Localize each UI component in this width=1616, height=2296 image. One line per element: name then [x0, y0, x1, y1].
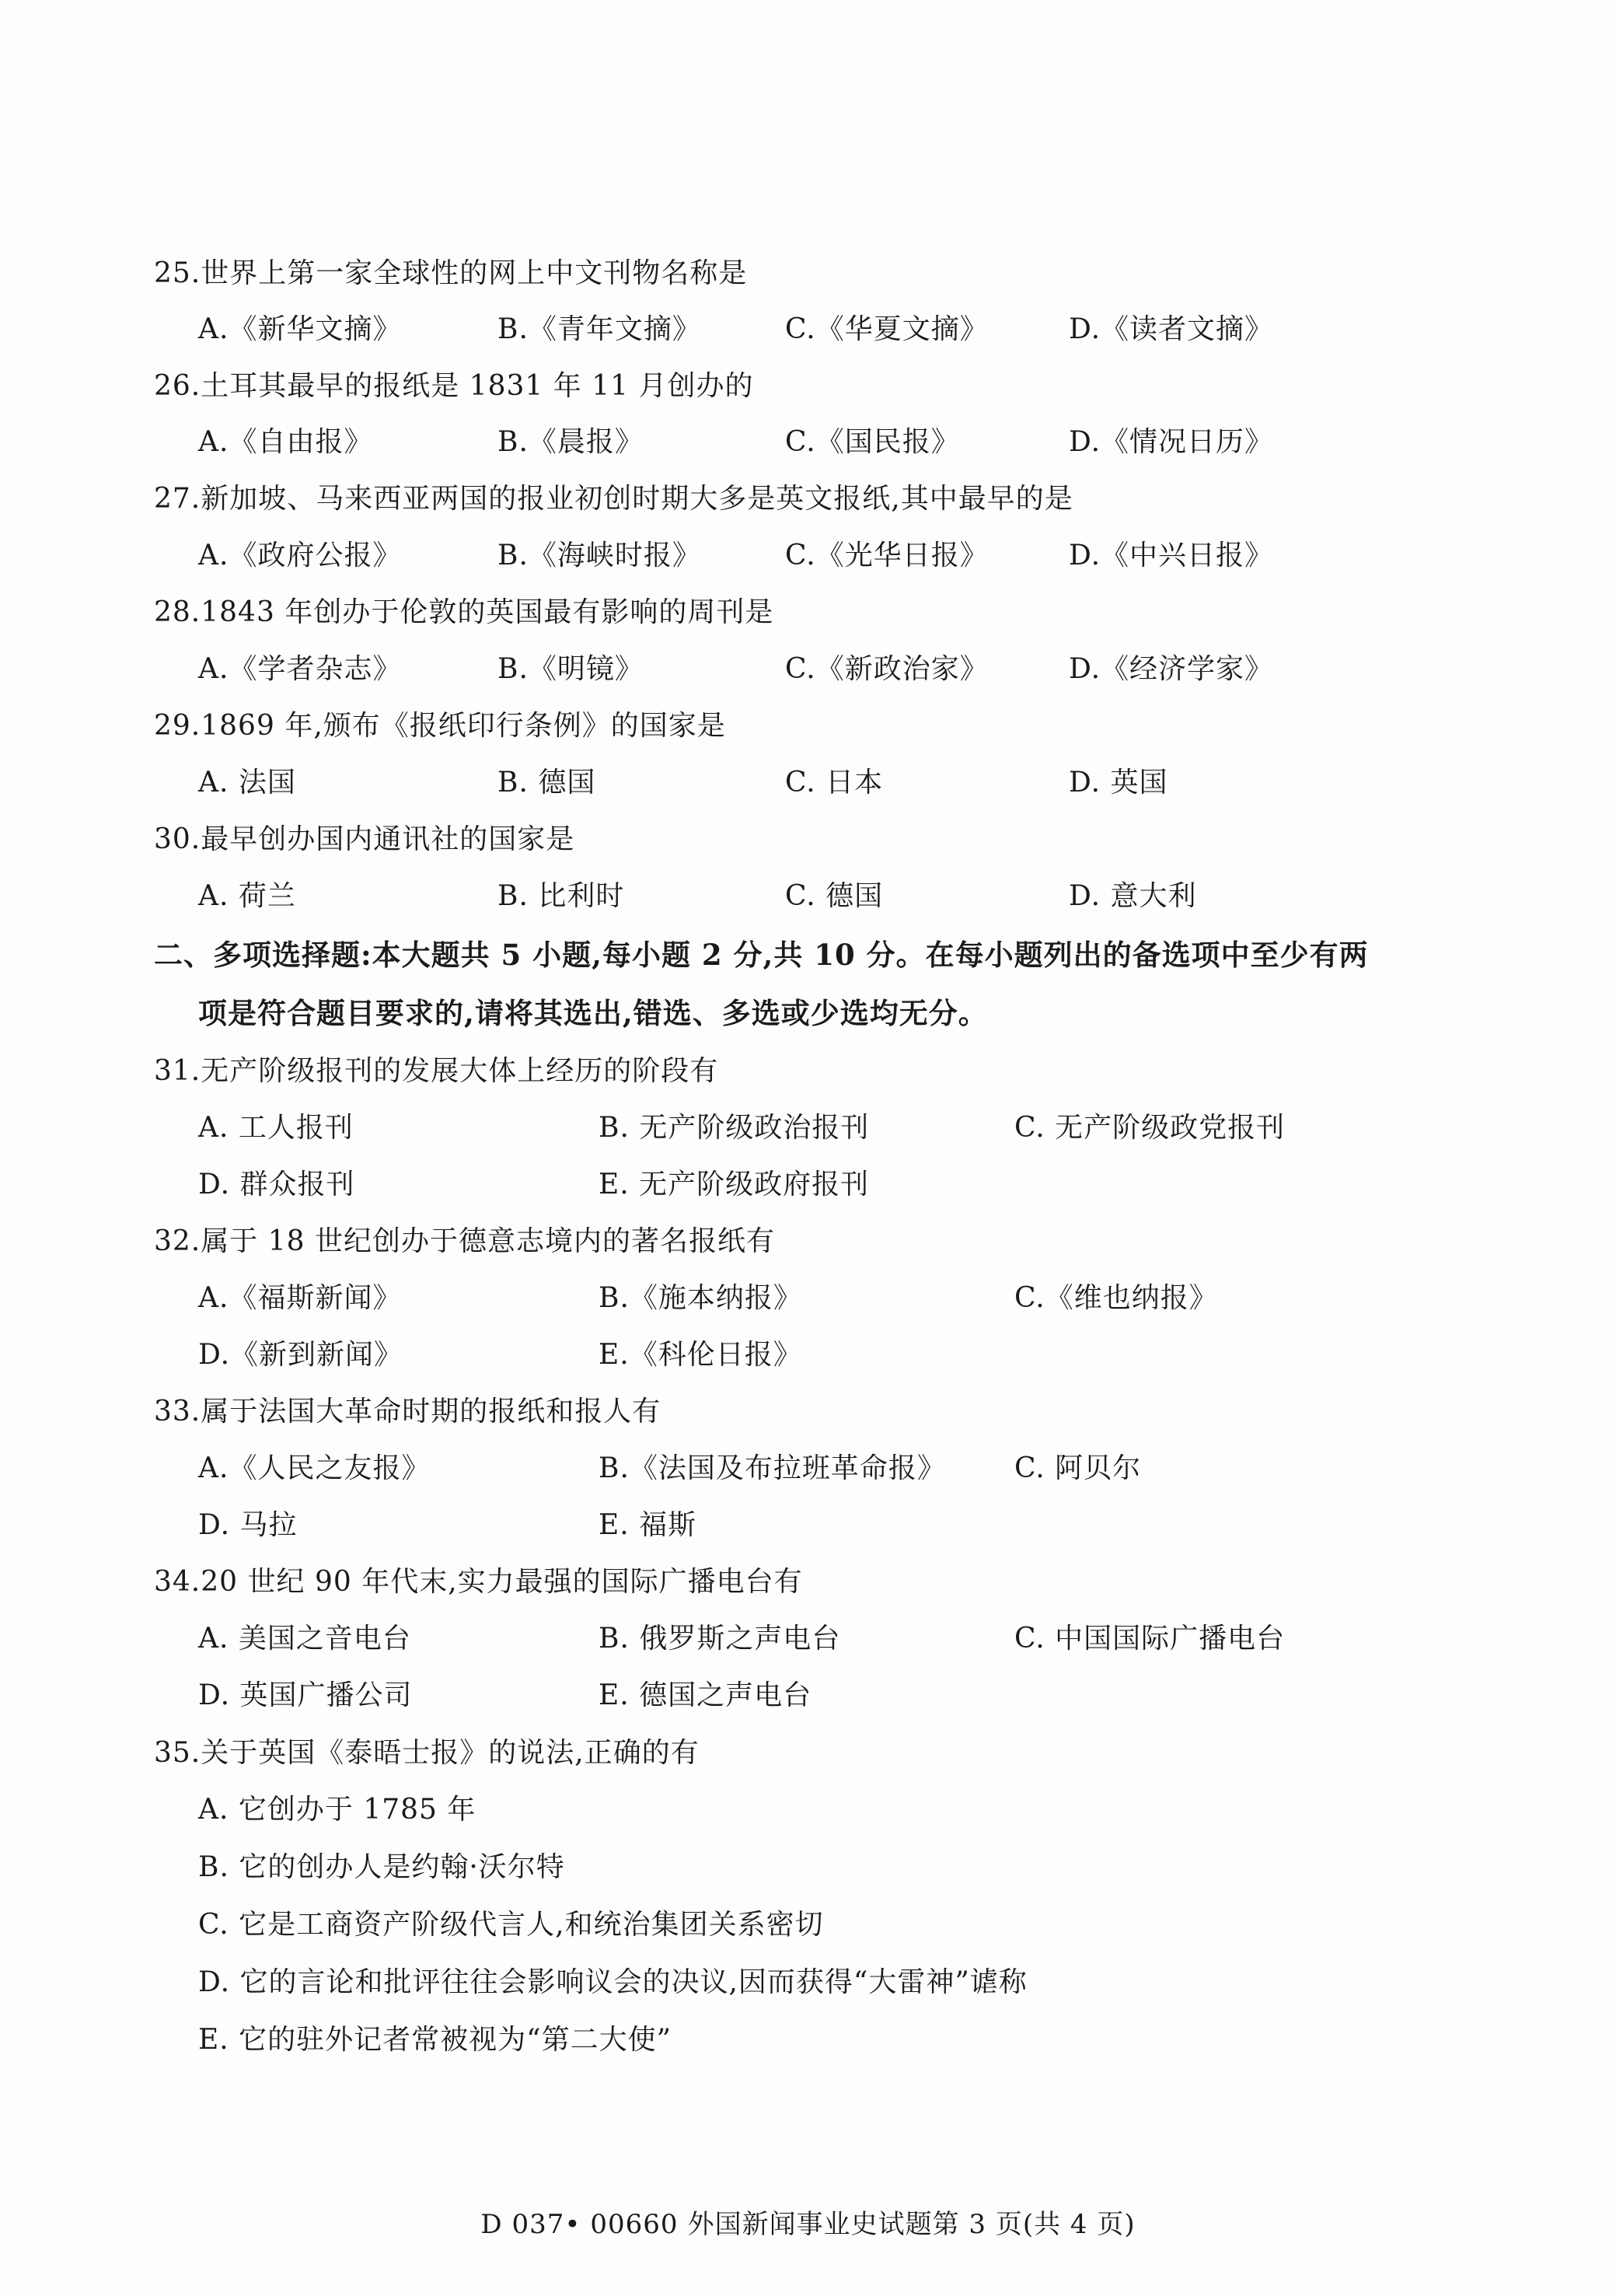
question-31-stem: 31.无产阶级报刊的发展大体上经历的阶段有: [154, 1055, 719, 1087]
question-28-option-c: C.《新政治家》: [785, 653, 989, 685]
question-26-option-c: C.《国民报》: [785, 426, 960, 458]
question-33-option-d: D. 马拉: [198, 1509, 298, 1541]
question-32-option-b: B.《施本纳报》: [599, 1282, 802, 1314]
question-32-stem: 32.属于 18 世纪创办于德意志境内的著名报纸有: [154, 1225, 775, 1257]
question-35-option-a: A. 它创办于 1785 年: [198, 1794, 476, 1826]
question-31-option-d: D. 群众报刊: [198, 1169, 355, 1200]
question-26-option-b: B.《晨报》: [497, 426, 644, 458]
question-32-option-d: D.《新到新闻》: [198, 1339, 403, 1371]
question-28-option-a: A.《学者杂志》: [198, 653, 402, 685]
question-27-option-d: D.《中兴日报》: [1069, 540, 1274, 571]
question-33-option-b: B.《法国及布拉班革命报》: [599, 1452, 946, 1484]
question-25-option-b: B.《青年文摘》: [497, 313, 701, 345]
question-34-option-c: C. 中国国际广播电台: [1014, 1623, 1286, 1655]
question-25-option-c: C.《华夏文摘》: [785, 313, 989, 345]
question-34-option-e: E. 德国之声电台: [599, 1679, 812, 1711]
question-31-option-a: A. 工人报刊: [198, 1112, 354, 1144]
question-31-option-b: B. 无产阶级政治报刊: [599, 1112, 870, 1144]
question-26-option-d: D.《情况日历》: [1069, 426, 1274, 458]
question-35-option-e: E. 它的驻外记者常被视为“第二大使”: [198, 2024, 672, 2056]
footer-course-number: 00660: [590, 2209, 679, 2240]
section-2-instructions-cont: 项是符合题目要求的,请将其选出,错选、多选或少选均无分。: [198, 996, 988, 1030]
question-35-option-c: C. 它是工商资产阶级代言人,和统治集团关系密切: [198, 1909, 824, 1941]
question-30-option-d: D. 意大利: [1069, 880, 1197, 912]
question-35-stem: 35.关于英国《泰晤士报》的说法,正确的有: [154, 1737, 700, 1769]
page-footer: [0, 2208, 1616, 2241]
question-26-stem: 26.土耳其最早的报纸是 1831 年 11 月创办的: [154, 370, 754, 402]
question-25-option-a: A.《新华文摘》: [198, 313, 402, 345]
question-30-option-b: B. 比利时: [497, 880, 625, 912]
question-29-option-a: A. 法国: [198, 767, 296, 799]
question-29-option-d: D. 英国: [1069, 767, 1168, 799]
question-28-stem: 28.1843 年创办于伦敦的英国最有影响的周刊是: [154, 596, 774, 628]
question-33-option-e: E. 福斯: [599, 1509, 697, 1541]
question-33-option-c: C. 阿贝尔: [1014, 1452, 1142, 1484]
question-32-option-a: A.《福斯新闻》: [198, 1282, 402, 1314]
question-31-option-c: C. 无产阶级政党报刊: [1014, 1112, 1286, 1144]
question-32-option-e: E.《科伦日报》: [599, 1339, 802, 1371]
footer-page-info: 外国新闻事业史试题第 3 页(共 4 页): [687, 2209, 1136, 2240]
footer-code: D 037•: [480, 2209, 581, 2240]
question-29-option-c: C. 日本: [785, 767, 884, 799]
question-31-option-e: E. 无产阶级政府报刊: [599, 1169, 870, 1200]
question-27-option-c: C.《光华日报》: [785, 540, 989, 571]
question-34-option-d: D. 英国广播公司: [198, 1679, 413, 1711]
question-26-option-a: A.《自由报》: [198, 426, 373, 458]
question-25-stem: 25.世界上第一家全球性的网上中文刊物名称是: [154, 257, 748, 289]
question-25-option-d: D.《读者文摘》: [1069, 313, 1274, 345]
question-34-option-a: A. 美国之音电台: [198, 1623, 411, 1655]
question-27-option-b: B.《海峡时报》: [497, 540, 701, 571]
question-34-stem: 34.20 世纪 90 年代末,实力最强的国际广播电台有: [154, 1566, 803, 1598]
question-30-option-c: C. 德国: [785, 880, 884, 912]
question-35-option-b: B. 它的创办人是约翰·沃尔特: [198, 1851, 565, 1883]
question-27-stem: 27.新加坡、马来西亚两国的报业初创时期大多是英文报纸,其中最早的是: [154, 483, 1073, 515]
question-29-option-b: B. 德国: [497, 767, 596, 799]
section-2-instructions: 二、多项选择题:本大题共 5 小题,每小题 2 分,共 10 分。在每小题列出的备选项中至少有两: [154, 938, 1369, 972]
question-30-option-a: A. 荷兰: [198, 880, 296, 912]
question-30-stem: 30.最早创办国内通讯社的国家是: [154, 823, 575, 855]
question-32-option-c: C.《维也纳报》: [1014, 1282, 1218, 1314]
question-28-option-d: D.《经济学家》: [1069, 653, 1274, 685]
question-33-stem: 33.属于法国大革命时期的报纸和报人有: [154, 1396, 661, 1428]
question-35-option-d: D. 它的言论和批评往往会影响议会的决议,因而获得“大雷神”谑称: [198, 1966, 1028, 1998]
question-27-option-a: A.《政府公报》: [198, 540, 402, 571]
question-28-option-b: B.《明镜》: [497, 653, 644, 685]
question-34-option-b: B. 俄罗斯之声电台: [599, 1623, 841, 1655]
question-29-stem: 29.1869 年,颁布《报纸印行条例》的国家是: [154, 710, 726, 742]
question-33-option-a: A.《人民之友报》: [198, 1452, 431, 1484]
